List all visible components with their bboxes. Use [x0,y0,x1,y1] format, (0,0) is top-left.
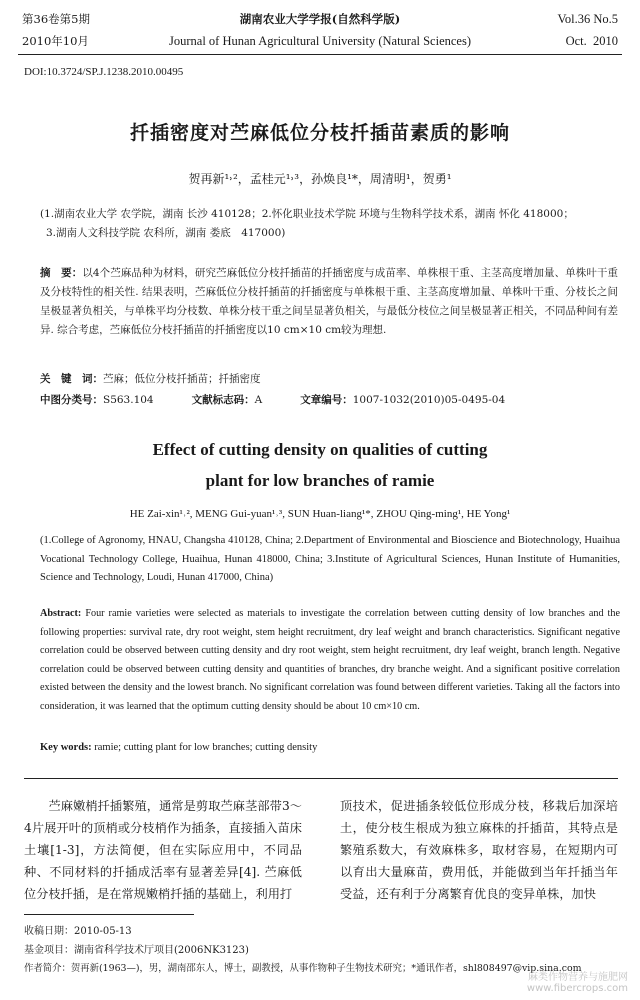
cn-abstract [40,264,618,340]
header-journal-cn: 湖南农业大学学报(自然科学版) [239,12,401,26]
en-affiliation: (1.College of Agronomy, HNAU, Changsha 410128, China; 2.Department of Environmental and Bioscience and Biotechnology, Huaihua Vocational Technology College, Huaihua, Hunan 418000, China; 3.Institute of Agricultural Sciences, Hunan Institute of Humanities, Science and Technology, Loudi, Hunan 417000, China) [40,535,620,583]
footnote-received: 收稿日期：2010-05-13 [24,926,132,937]
body-column-right: 顶技术，促进插条较低位形成分枝，移栽后加深培土，使分枝生根成为独立麻株的扦插苗，其特点是繁殖系数大，有效麻株多，取材容易，在短期内可以育出大量麻苗，费用低，并能做到当年扦插当年受益，还有利于分离繁育优良的变异单株，加快 [340,799,618,901]
en-abstract-text: Four ramie varieties were selected as materials to investigate the correlation between cutting density of low branches and the following properties: survival rate, dry root weight, stem height recruitment, dry leaf weight and branch characteristics. Significant negative correlation could be observed between cutting density and dry root weight, stem height recruitment, dry leaf weight, branch length. Negative correlation could be observed between cutting density and quantities of branches, dry branche weight. And a significant positive correlation existed between the density and the lowest branch. No significant correlation was found between different varieties. Taking all the factors into consideration, it was learned that the optimum cutting density should be about 10 cm×10 cm. [40,608,621,712]
en-keywords-label: Key words: [40,742,92,753]
footnote-rule [24,914,194,915]
cn-abstract-text: 以4个苎麻品种为材料，研究苎麻低位分枝扦插苗的扦插密度与成苗率、单株根干重、主茎高度增加量、单株叶干重及分枝特性的相关性. 结果表明，苎麻低位分枝扦插苗的扦插密度与单株根干重、主茎高度增加量、单株叶干重、分枝长之间呈极显著负相关，与单株平均分枝数、单株分枝干重之间呈显著负相关，与最低分枝位之间呈极显著正相关，不同品种间有差异. 综合考虑，苎麻低位分枝扦插苗的扦插密度以10 cm×10 cm较为理想. [40,267,618,336]
header-rule [18,54,622,55]
cn-title: 扦插密度对苎麻低位分枝扦插苗素质的影响 [129,122,510,144]
footnote-author-info: 作者简介：贺再新(1963—)，男，湖南邵东人，博士，副教授，从事作物种子生物技术研究；*通讯作者，shl808497@vip.sina.com [24,963,582,974]
header-date-en: Oct. 2010 [565,34,618,48]
cn-authors: 贺再新¹˒²，孟桂元¹˒³，孙焕良¹*，周清明¹，贺勇¹ [188,172,452,186]
en-authors: HE Zai-xin¹˒², MENG Gui-yuan¹˒³, SUN Huan-liang¹*, ZHOU Qing-ming¹, HE Yong¹ [129,508,511,520]
watermark-line-1: 麻类作物营养与施肥网 [528,972,628,983]
cn-keywords-text: 苎麻；低位分枝扦插苗；扦插密度 [103,373,261,385]
footnote-fund: 基金项目：湖南省科学技术厅项目(2006NK3123) [24,945,249,956]
en-keywords-text: ramie; cutting plant for low branches; cutting density [94,742,318,753]
en-title-line-2: plant for low branches of ramie [205,471,435,490]
cn-doc-code: A [254,394,263,406]
cn-abstract-label: 摘 要： [40,267,83,279]
cn-clc: S563.104 [103,394,154,406]
cn-keywords-label: 关 键 词： [40,373,103,385]
header-date-cn: 2010年10月 [22,34,89,48]
doi: DOI:10.3724/SP.J.1238.2010.00495 [24,66,184,78]
en-title-line-1: Effect of cutting density on qualities of cutting [152,440,488,459]
cn-classification [40,392,620,407]
header-journal-en: Journal of Hunan Agricultural University (Natural Sciences) [169,34,471,48]
site-watermark [527,972,628,994]
en-title [0,434,640,496]
cn-affiliation-line-1: (1.湖南农业大学 农学院，湖南 长沙 410128；2.怀化职业技术学院 环境与生物科学技术系，湖南 怀化 418000； [40,208,574,220]
body-column-left [24,795,302,905]
body-left-text: 苎麻嫩梢扦插繁殖，通常是剪取苎麻茎部带3～4片展开叶的顶梢或分枝梢作为插条，直接插入苗床土壤[1-3]，方法简便，但在实际应用中，不同品种、不同材料的扦插成活率有显著差异[4]. 苎麻低位分枝扦插，是在常规嫩梢扦插的基础上，利用打 [24,799,302,901]
header-volume-en: Vol.36 No.5 [557,12,618,26]
cn-keywords [40,371,620,386]
cn-clc-label: 中图分类号： [40,394,103,406]
en-abstract-label: Abstract: [40,608,82,619]
header-volume-cn: 第36卷第5期 [22,12,90,26]
cn-affiliation [40,205,620,243]
cn-article-no: 1007-1032(2010)05-0495-04 [352,394,506,406]
watermark-line-2: www.fibercrops.com [526,983,628,994]
cn-doc-code-label: 文献标志码： [191,394,255,406]
en-abstract [40,605,620,716]
en-keywords [40,742,620,753]
cn-article-no-label: 文章编号： [300,394,353,406]
section-rule [24,778,618,779]
cn-affiliation-line-2: 3.湖南人文科技学院 农科所，湖南 娄底 417000) [46,227,286,239]
